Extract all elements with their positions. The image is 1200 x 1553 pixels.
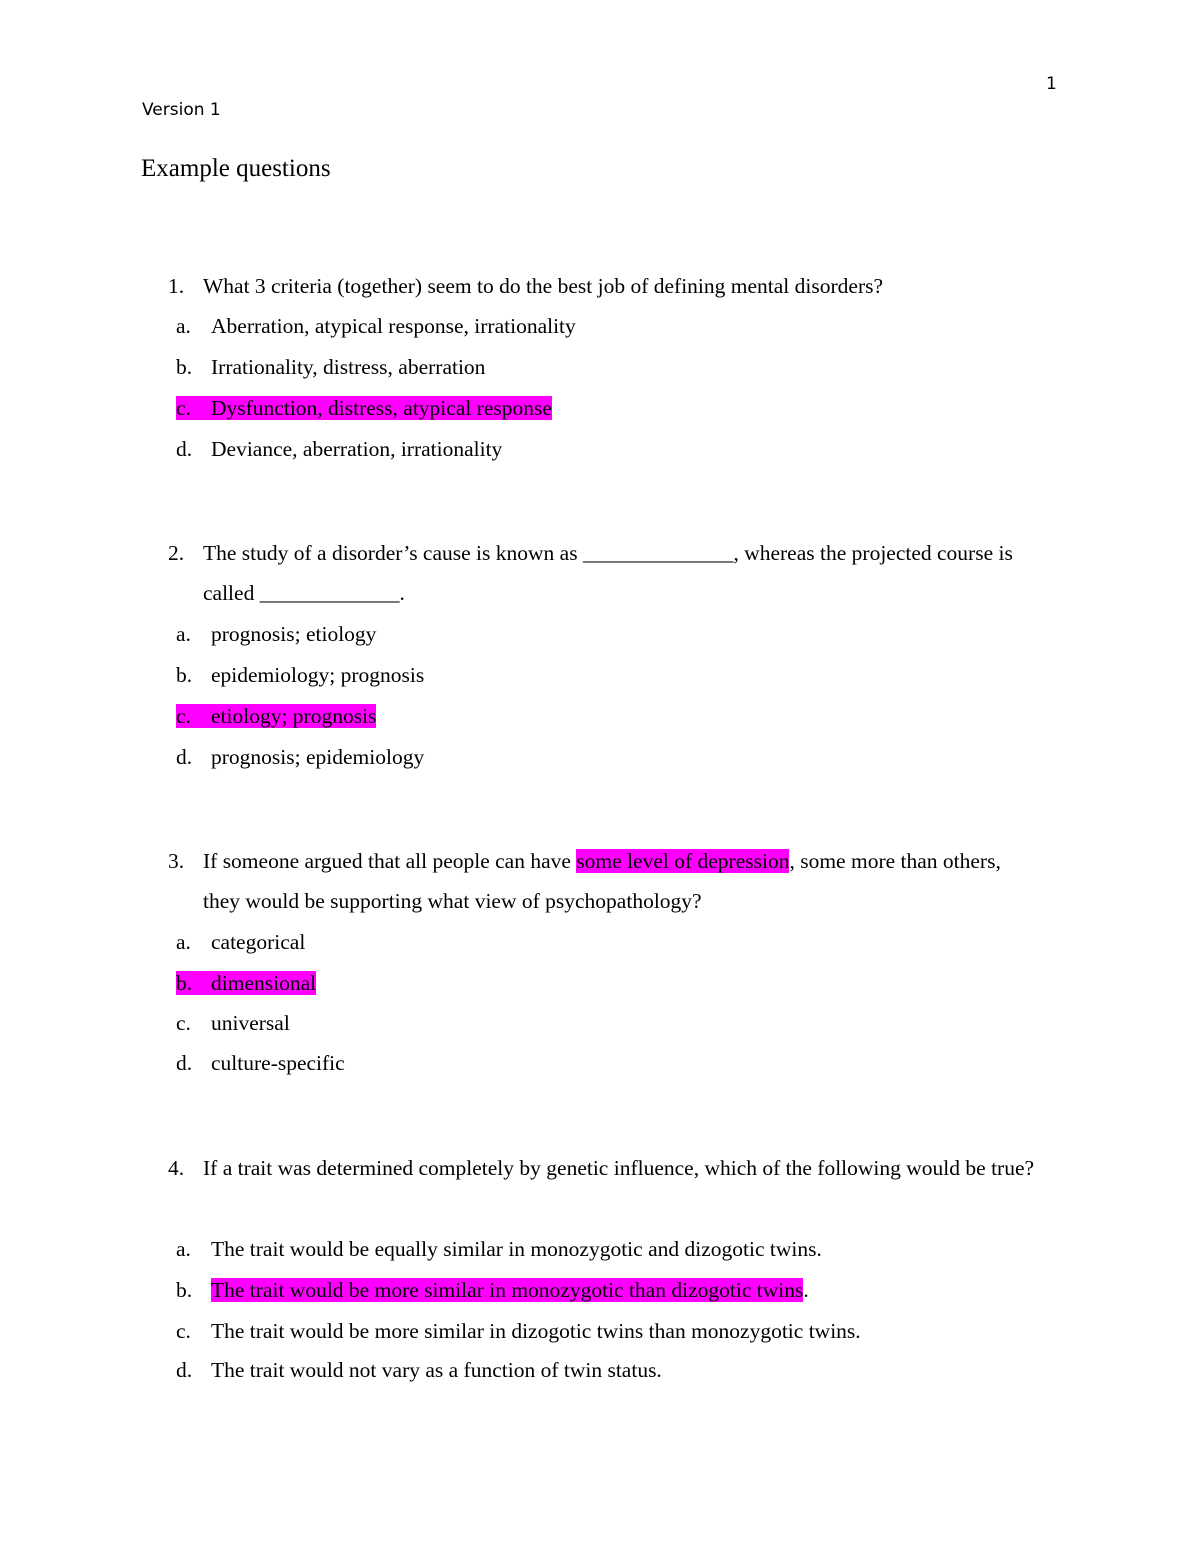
option-text: The trait would be equally similar in monozygotic and dizogotic twins.	[211, 1237, 822, 1261]
option-text: The trait would be more similar in dizogotic twins than monozygotic twins.	[211, 1319, 861, 1343]
option-text: culture-specific	[211, 1051, 345, 1075]
question-2-option-d	[176, 737, 424, 777]
option-letter: c.	[176, 1319, 191, 1343]
option-letter: d.	[176, 1051, 193, 1075]
option-text: prognosis; epidemiology	[211, 745, 425, 769]
option-letter: b.	[176, 1278, 193, 1302]
question-1-option-c-highlighted	[176, 388, 552, 428]
option-text: universal	[211, 1011, 290, 1035]
page-number: 1	[1046, 74, 1057, 94]
option-letter: d.	[176, 437, 193, 461]
option-text: The trait would not vary as a function of twin status.	[211, 1358, 662, 1382]
option-text: epidemiology; prognosis	[211, 663, 425, 687]
option-letter: b.	[176, 355, 193, 379]
question-3-option-b-highlighted	[176, 963, 316, 1003]
question-1	[168, 266, 1038, 306]
option-text: Aberration, atypical response, irrationality	[211, 314, 576, 338]
option-trailing-punctuation: .	[803, 1278, 809, 1302]
option-text: Dysfunction, distress, atypical response	[211, 396, 552, 420]
option-letter: d.	[176, 1358, 193, 1382]
question-number: 2.	[168, 541, 185, 565]
question-3-option-c	[176, 1003, 290, 1043]
question-1-option-d	[176, 429, 502, 469]
question-4-option-b-highlighted	[176, 1270, 809, 1310]
question-number: 3.	[168, 849, 185, 873]
question-text-after: , some more than others, they would be supporting what view of psychopathology?	[203, 849, 1001, 913]
question-4-option-a	[176, 1229, 822, 1269]
option-text: The trait would be more similar in monozygotic than dizogotic twins	[211, 1278, 804, 1302]
option-text: categorical	[211, 930, 306, 954]
question-text: The study of a disorder’s cause is known as ______________, whereas the projected course is called _____________.	[203, 541, 1013, 605]
option-letter: d.	[176, 745, 193, 769]
option-text: etiology; prognosis	[211, 704, 377, 728]
option-letter: c.	[176, 1011, 191, 1035]
option-text: prognosis; etiology	[211, 622, 377, 646]
question-number: 1.	[168, 274, 185, 298]
option-letter: b.	[176, 971, 193, 995]
question-3-option-d	[176, 1043, 345, 1083]
question-text	[168, 841, 1038, 921]
question-2-option-c-highlighted	[176, 696, 376, 736]
option-text: dimensional	[211, 971, 317, 995]
option-letter: a.	[176, 622, 191, 646]
option-letter: c.	[176, 396, 191, 420]
option-text: Deviance, aberration, irrationality	[211, 437, 503, 461]
question-3-option-a	[176, 922, 305, 962]
question-1-option-a	[176, 306, 576, 346]
version-label: Version 1	[142, 100, 221, 120]
question-4-option-c	[176, 1311, 861, 1351]
option-letter: a.	[176, 1237, 191, 1261]
option-text: Irrationality, distress, aberration	[211, 355, 486, 379]
question-1-option-b	[176, 347, 485, 387]
option-letter: a.	[176, 314, 191, 338]
question-2	[168, 533, 1038, 613]
question-text: What 3 criteria (together) seem to do the best job of defining mental disorders?	[203, 274, 884, 298]
question-2-option-a	[176, 614, 376, 654]
question-4	[168, 1148, 1038, 1188]
question-text: If a trait was determined completely by genetic influence, which of the following would be true?	[203, 1156, 1035, 1180]
question-text-before: If someone argued that all people can have	[203, 849, 577, 873]
question-4-option-d	[176, 1350, 662, 1390]
question-text-highlight: some level of depression	[576, 849, 790, 873]
question-2-option-b	[176, 655, 424, 695]
question-number: 4.	[168, 1156, 185, 1180]
option-letter: c.	[176, 704, 191, 728]
option-letter: b.	[176, 663, 193, 687]
question-3	[168, 841, 1038, 921]
page-title: Example questions	[141, 155, 331, 182]
option-letter: a.	[176, 930, 191, 954]
